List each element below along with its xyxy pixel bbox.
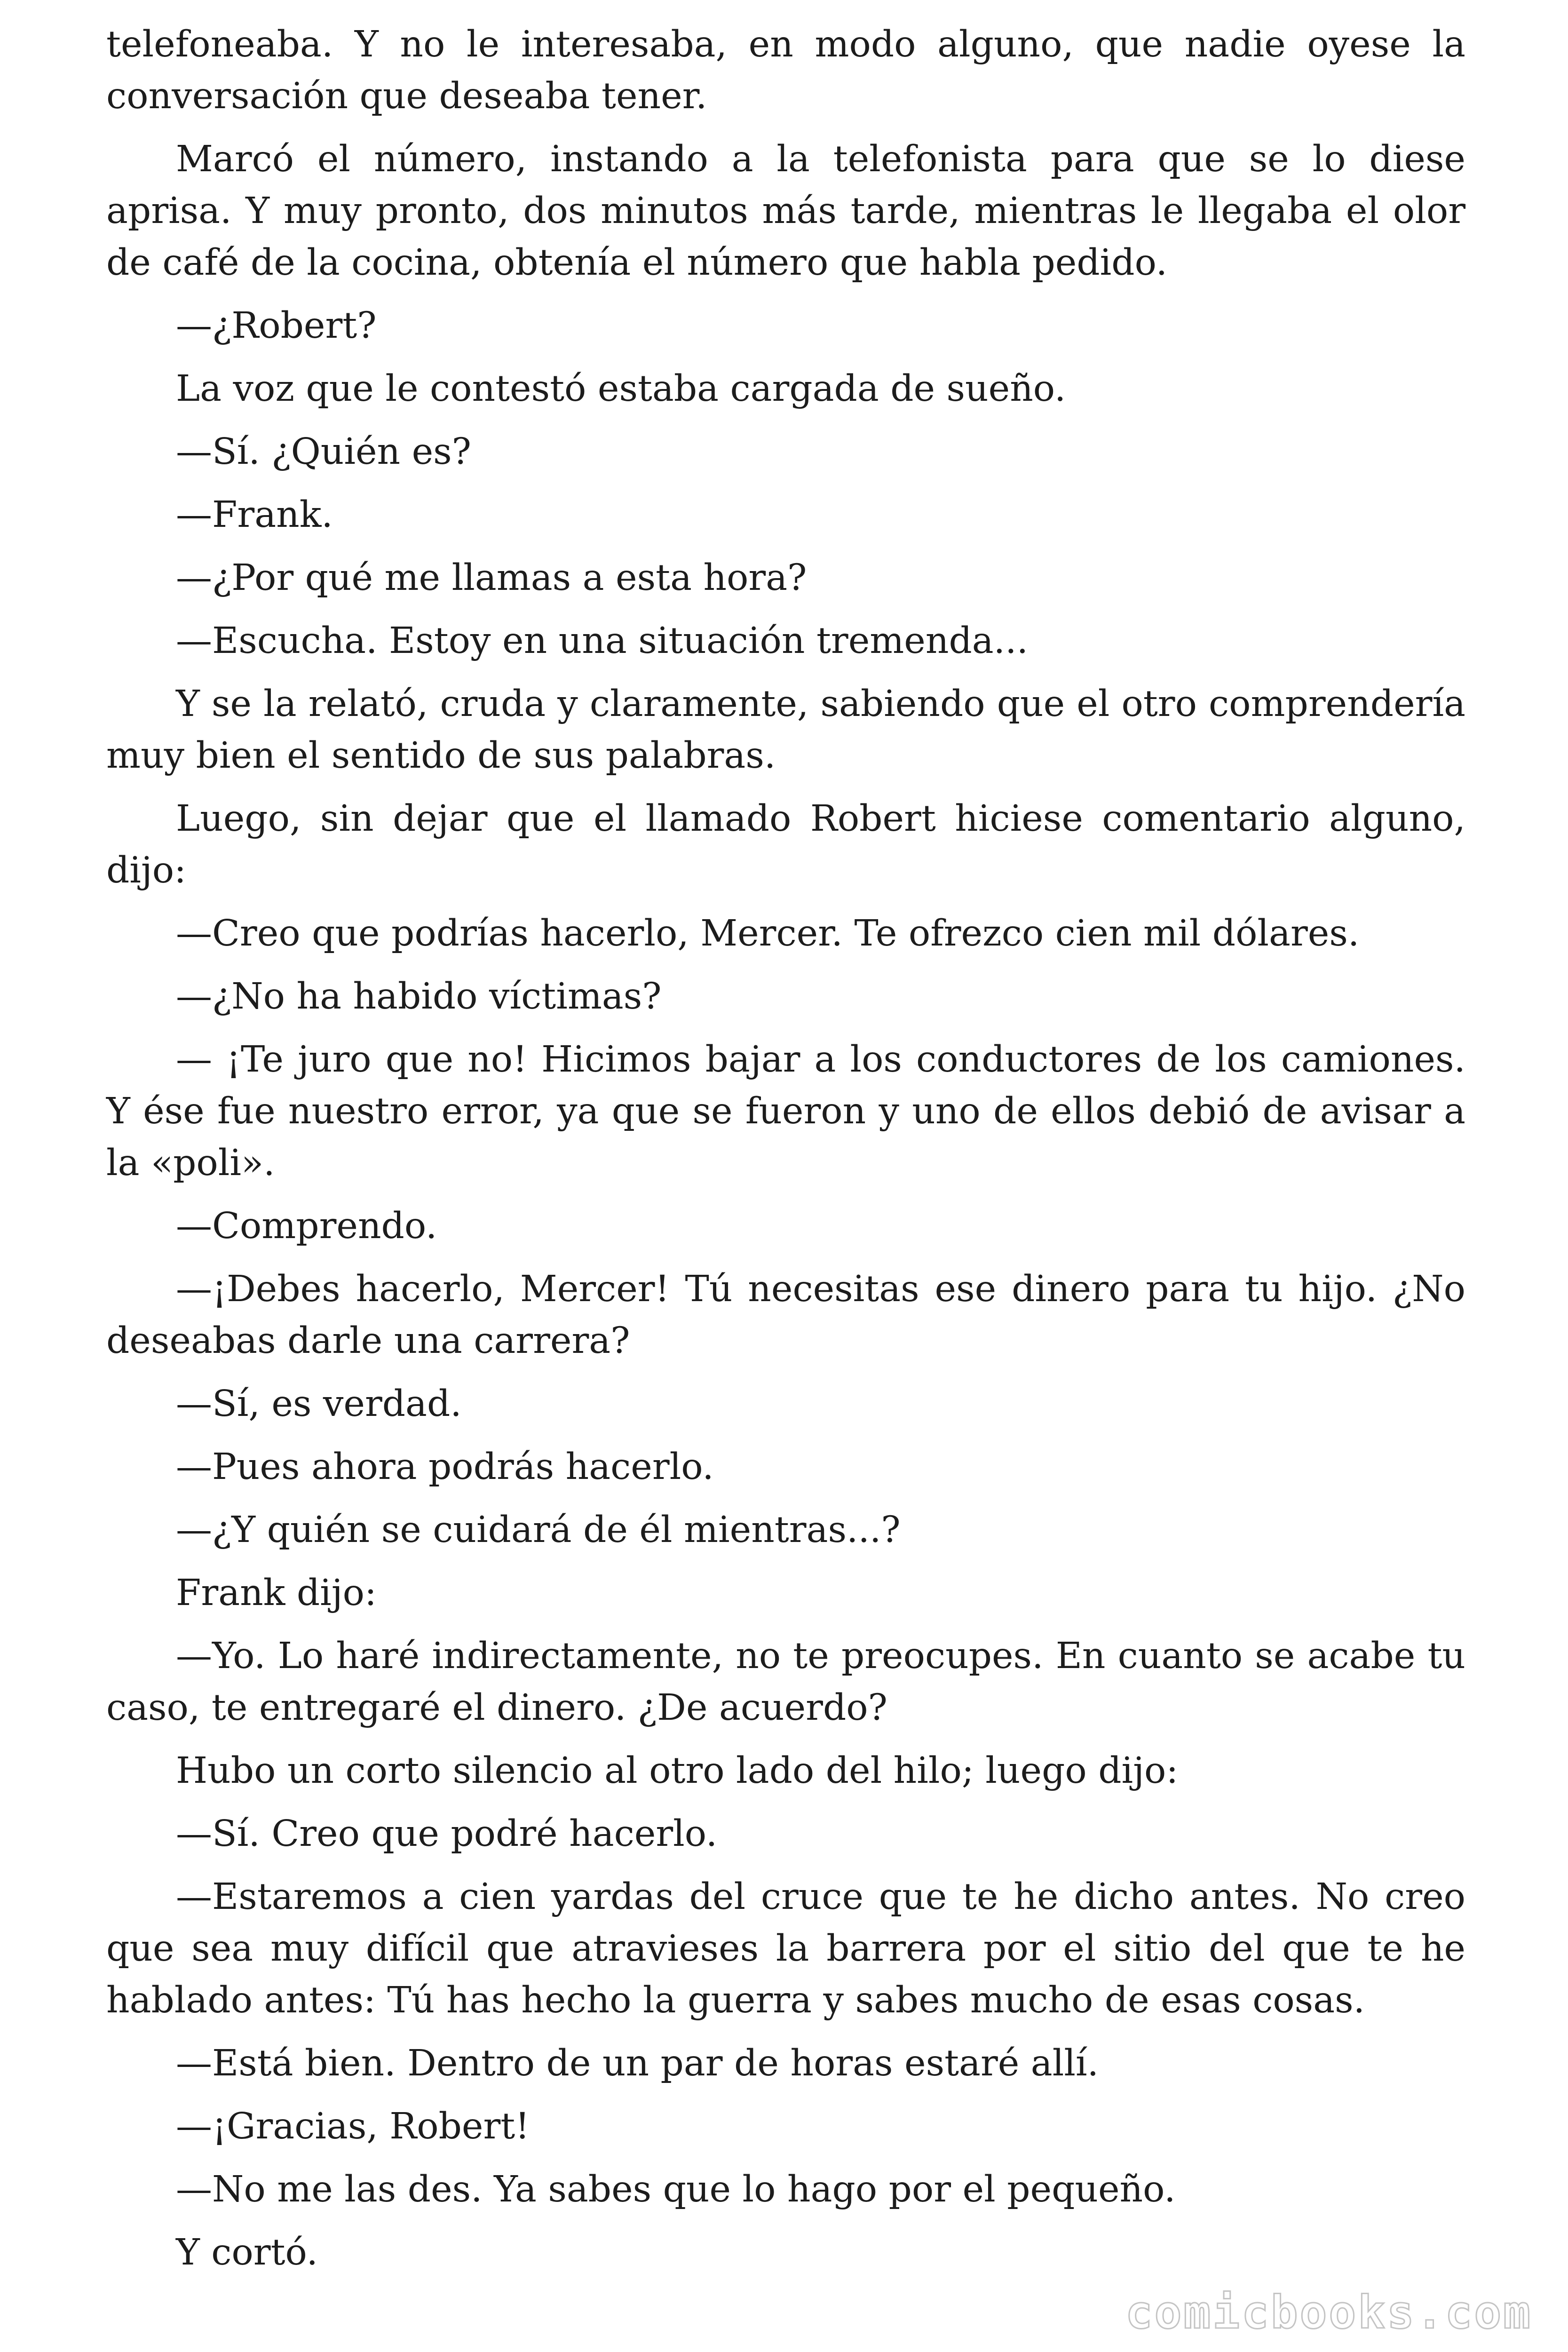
paragraph: —Escucha. Estoy en una situación tremenda... xyxy=(176,620,1029,662)
paragraph: —Frank. xyxy=(176,494,333,536)
paragraph: —¿No ha habido víctimas? xyxy=(176,976,662,1017)
paragraph: —Está bien. Dentro de un par de horas estaré allí. xyxy=(176,2042,1099,2084)
paragraph: —Comprendo. xyxy=(176,1205,437,1247)
page-body xyxy=(106,19,1465,2290)
paragraph: —Sí. ¿Quién es? xyxy=(176,431,471,473)
paragraph: —¿Por qué me llamas a esta hora? xyxy=(176,557,807,599)
paragraph: —¡Debes hacerlo, Mercer! Tú necesitas ese dinero para tu hijo. ¿No deseabas darle una carrera? xyxy=(106,1268,1465,1362)
paragraph: —Creo que podrías hacerlo, Mercer. Te ofrezco cien mil dólares. xyxy=(176,913,1360,954)
paragraph: —¿Robert? xyxy=(176,305,377,347)
paragraph: Y se la relató, cruda y claramente, sabiendo que el otro comprendería muy bien el sentido de sus palabras. xyxy=(106,683,1465,777)
paragraph: — ¡Te juro que no! Hicimos bajar a los conductores de los camiones. Y ése fue nuestro error, ya que se fueron y uno de ellos debió de avisar a la «poli». xyxy=(106,1039,1465,1184)
paragraph: —Sí, es verdad. xyxy=(176,1383,462,1425)
paragraph: —¡Gracias, Robert! xyxy=(176,2106,530,2147)
paragraph: Marcó el número, instando a la telefonista para que se lo diese aprisa. Y muy pronto, dos minutos más tarde, mientras le llegaba el olor de café de la cocina, obtenía el número que habla pedido. xyxy=(106,138,1465,284)
paragraph: Hubo un corto silencio al otro lado del hilo; luego dijo: xyxy=(176,1750,1179,1792)
paragraph: —Estaremos a cien yardas del cruce que te he dicho antes. No creo que sea muy difícil que atravieses la barrera por el sitio del que te he hablado antes: Tú has hecho la guerra y sabes mucho de esas cosas. xyxy=(106,1876,1465,2021)
paragraph: Y cortó. xyxy=(176,2232,318,2273)
paragraph: —¿Y quién se cuidará de él mientras...? xyxy=(176,1509,901,1551)
paragraph: Luego, sin dejar que el llamado Robert hiciese comentario alguno, dijo: xyxy=(106,798,1465,891)
paragraph: La voz que le contestó estaba cargada de sueño. xyxy=(176,368,1066,410)
paragraph: —Yo. Lo haré indirectamente, no te preocupes. En cuanto se acabe tu caso, te entregaré el dinero. ¿De acuerdo? xyxy=(106,1635,1465,1729)
paragraph: Frank dijo: xyxy=(176,1572,377,1614)
paragraph: —Pues ahora podrás hacerlo. xyxy=(176,1446,714,1488)
paragraph: telefoneaba. Y no le interesaba, en modo alguno, que nadie oyese la conversación que deseaba tener. xyxy=(106,24,1465,117)
paragraph: —No me las des. Ya sabes que lo hago por el pequeño. xyxy=(176,2169,1176,2210)
paragraph: —Sí. Creo que podré hacerlo. xyxy=(176,1813,718,1855)
watermark-text: comicbooks.com xyxy=(1125,2286,1532,2339)
